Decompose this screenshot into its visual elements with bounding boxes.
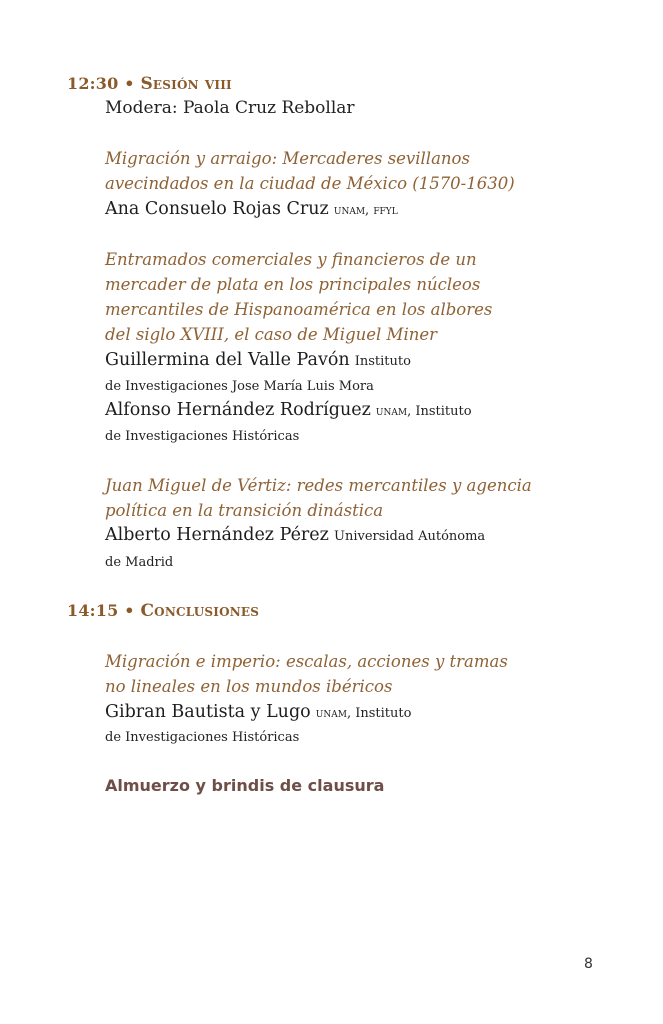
- talk-2-author-1: [105, 350, 411, 370]
- talk-2-author-1-affiliation-cont: de Investigaciones Jose María Luis Mora: [105, 379, 374, 394]
- author-affiliation: , Instituto: [346, 706, 412, 721]
- author-name: Alberto Hernández Pérez: [105, 525, 329, 545]
- talk-2-title-line-2: mercader de plata en los principales núcleos: [105, 275, 481, 294]
- talk-2-author-2: [105, 400, 472, 420]
- talk-2-title-line-3: mercantiles de Hispanoamérica en los albores: [105, 300, 493, 319]
- conclusions-time: 14:15: [67, 601, 119, 620]
- talk-1-title-line-1: Migración y arraigo: Mercaderes sevillanos: [105, 149, 470, 168]
- session-8-header: [67, 74, 232, 94]
- talk-2-author-2-affiliation-cont: de Investigaciones Históricas: [105, 429, 300, 444]
- talk-3-title-line-1: Juan Miguel de Vértiz: redes mercantiles y agencia: [105, 476, 532, 495]
- author-affiliation: unam, ffyl: [333, 203, 398, 218]
- talk-2-title-line-1: Entramados comerciales y financieros de un: [105, 250, 477, 269]
- session-8-moderator: Modera: Paola Cruz Rebollar: [105, 98, 355, 118]
- talk-3-author-1-affiliation-cont: de Madrid: [105, 555, 174, 570]
- talk-1-author-1: [105, 199, 398, 219]
- author-affiliation-abbr: unam: [315, 706, 347, 721]
- talk-2-title-line-4: del siglo XVIII, el caso de Miguel Miner: [105, 325, 437, 344]
- conclusions-separator: •: [124, 601, 135, 620]
- author-name: Gibran Bautista y Lugo: [105, 702, 311, 722]
- session-8-separator: •: [124, 74, 135, 93]
- session-8-label: Sesión viii: [140, 74, 232, 94]
- talk-1-title-line-2: avecindados en la ciudad de México (1570-1630): [105, 174, 515, 193]
- author-name: Ana Consuelo Rojas Cruz: [105, 199, 329, 219]
- conclusions-label: Conclusiones: [140, 601, 260, 621]
- author-name: Alfonso Hernández Rodríguez: [105, 400, 371, 420]
- page-number: 8: [584, 956, 593, 972]
- author-affiliation: , Instituto: [407, 404, 472, 419]
- closing-event: Almuerzo y brindis de clausura: [105, 776, 385, 795]
- talk-3-author-1: [105, 525, 485, 545]
- talk-3-title-line-2: política en la transición dinástica: [105, 501, 384, 520]
- conclusions-header: [67, 601, 259, 621]
- author-affiliation-abbr: unam: [375, 404, 408, 419]
- session-8-time: 12:30: [67, 74, 119, 93]
- author-name: Guillermina del Valle Pavón: [105, 350, 350, 370]
- conclusion-talk-title-line-2: no lineales en los mundos ibéricos: [105, 677, 393, 696]
- conclusion-talk-title-line-1: Migración e imperio: escalas, acciones y tramas: [105, 652, 508, 671]
- author-affiliation: Instituto: [354, 354, 411, 369]
- author-affiliation: Universidad Autónoma: [333, 529, 486, 544]
- conclusion-talk-author: [105, 702, 411, 722]
- conclusion-talk-author-affiliation-cont: de Investigaciones Históricas: [105, 730, 300, 745]
